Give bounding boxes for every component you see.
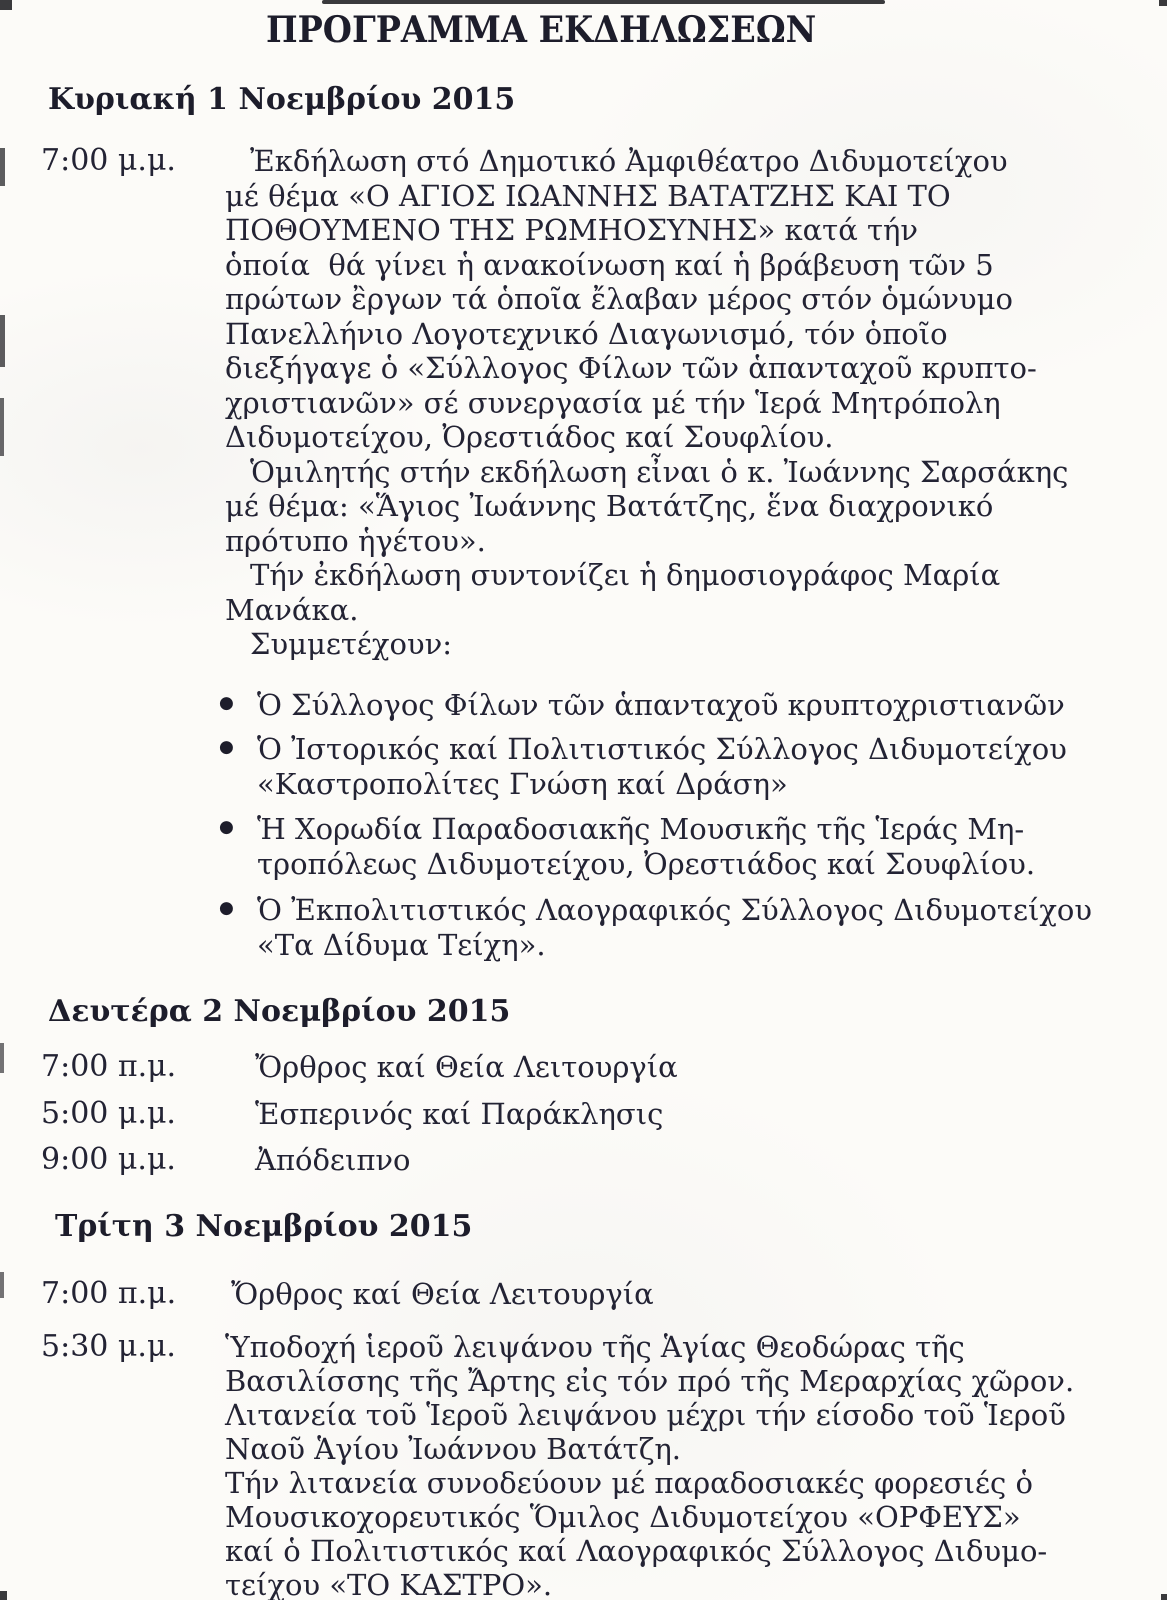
scan-artifact — [0, 398, 4, 456]
paragraph-line: Ὁμιλητής στήν εκδήλωση εἶναι ὁ κ. Ἰωάννης Σαρσάκης — [250, 454, 1069, 489]
scan-artifact — [0, 0, 12, 10]
list-item-line: Ὁ Ἰστορικός καί Πολιτιστικός Σύλλογος Διδυμοτείχου — [257, 732, 1067, 766]
paragraph-line: Μουσικοχορευτικός Ὅμιλος Διδυμοτείχου «ΟΡΦΕΥΣ» — [225, 1500, 1021, 1534]
list-item — [219, 687, 1167, 723]
paragraph-line: ὁποία θά γίνει ἡ ανακοίνωση καί ἡ βράβευση τῶν 5 — [225, 247, 994, 282]
scan-artifact — [0, 1272, 4, 1298]
bullet-icon: ● — [219, 817, 234, 837]
schedule-text: Ὄρθρος καί Θεία Λειτουργία — [255, 1050, 678, 1084]
paragraph-line: Τήν ἐκδήλωση συντονίζει ἡ δημοσιογράφος Μαρία — [250, 558, 1001, 592]
paragraph-line: πρότυπο ἡγέτου». — [225, 523, 486, 558]
list-item-line: Ἡ Χορωδία Παραδοσιακῆς Μουσικῆς τῆς Ἱεράς Μη- — [257, 812, 1025, 846]
paragraph-line: Τήν λιτανεία συνοδεύουν μέ παραδοσιακές φορεσιές ὁ — [225, 1466, 1033, 1500]
paragraph-line: διεξήγαγε ὁ «Σύλλογος Φίλων τῶν ἁπανταχοῦ κρυπτο- — [225, 351, 1037, 385]
scan-artifact — [322, 0, 885, 4]
event-time: 7:00 π.μ. — [41, 1049, 177, 1084]
schedule-text: Ἀπόδειπνο — [255, 1143, 411, 1177]
event-description — [225, 1277, 1167, 1312]
event-description — [219, 144, 1167, 962]
event-description — [225, 1050, 1167, 1085]
list-item-line: Ὁ Σύλλογος Φίλων τῶν ἁπανταχοῦ κρυπτοχριστιανῶν — [257, 687, 1065, 722]
scan-artifact — [0, 148, 5, 186]
paragraph-line: Διδυμοτείχου, Ὀρεστιάδος καί Σουφλίου. — [225, 420, 834, 454]
event-description — [225, 1143, 1167, 1178]
bullet-icon: ● — [219, 898, 234, 918]
list-item — [219, 812, 1167, 881]
participants-list — [219, 687, 1167, 963]
event-time: 7:00 μ.μ. — [41, 143, 176, 178]
scan-artifact — [0, 1591, 7, 1600]
paragraph-line: Ὑποδοχή ἱεροῦ λειψάνου τῆς Ἁγίας Θεοδώρας τῆς — [225, 1330, 965, 1364]
paragraph-line: μέ θέμα «Ο ΑΓΙΟΣ ΙΩΑΝΝΗΣ ΒΑΤΑΤΖΗΣ ΚΑΙ ΤΟ — [225, 178, 951, 213]
bullet-icon: ● — [219, 692, 234, 713]
list-item-line: «Τα Δίδυμα Τείχη». — [257, 927, 546, 962]
list-item-line: Ὁ Ἐκπολιτιστικός Λαογραφικός Σύλλογος Διδυμοτείχου — [257, 893, 1093, 927]
paragraph-line: Βασιλίσσης τῆς Ἄρτης εἰς τόν πρό τῆς Μεραρχίας χῶρον. — [225, 1364, 1075, 1398]
event-description — [225, 1330, 1167, 1600]
section-heading-sunday: Κυριακή 1 Νοεμβρίου 2015 — [48, 82, 516, 117]
paragraph-line: Ἐκδήλωση στό Δημοτικό Ἀμφιθέατρο Διδυμοτείχου — [250, 144, 1008, 178]
list-item-line: «Καστροπολίτες Γνώση καί Δράση» — [257, 766, 788, 801]
tuesday-event — [0, 1330, 1167, 1600]
paragraph-line: πρώτων ἒργων τά ὁποῖα ἔλαβαν μέρος στόν ὁμώνυμο — [225, 282, 1013, 316]
schedule-text: Ὄρθρος καί Θεία Λειτουργία — [231, 1276, 654, 1311]
paragraph-line: τείχου «ΤΟ ΚΑΣΤΡΟ». — [225, 1568, 553, 1600]
paragraph-line: Ναοῦ Ἁγίου Ἰωάννου Βατάτζη. — [225, 1432, 681, 1466]
paragraph-line: Μανάκα. — [225, 592, 359, 627]
paragraph-line: χριστιανῶν» σέ συνεργασία μέ τήν Ἱερά Μητρόπολη — [225, 385, 1001, 420]
section-heading-tuesday: Τρίτη 3 Νοεμβρίου 2015 — [55, 1208, 473, 1244]
scan-artifact — [1161, 1594, 1167, 1600]
scan-artifact — [1159, 0, 1167, 6]
schedule-row — [0, 1143, 1167, 1178]
paragraph-line: καί ὁ Πολιτιστικός καί Λαογραφικός Σύλλογος Διδυμο- — [225, 1534, 1048, 1568]
event-description — [225, 1097, 1167, 1132]
list-item-line: τροπόλεως Διδυμοτείχου, Ὀρεστιάδος καί Σουφλίου. — [257, 846, 1036, 881]
paragraph-line: ΠΟΘΟΥΜΕΝΟ ΤΗΣ ΡΩΜΗΟΣΥΝΗΣ» κατά τήν — [225, 213, 919, 247]
schedule-row — [0, 1097, 1167, 1132]
event-time: 5:30 μ.μ. — [41, 1329, 176, 1364]
event-time: 5:00 μ.μ. — [41, 1095, 176, 1131]
document-title-text: ΠΡΟΓΡΑΜΜΑ ΕΚΔΗΛΩΣΕΩΝ — [266, 9, 817, 51]
list-item — [219, 893, 1167, 962]
schedule-text: Ἑσπερινός καί Παράκλησις — [255, 1096, 664, 1131]
schedule-row — [0, 1277, 1167, 1312]
document-title — [266, 10, 1167, 50]
paragraph-line: Λιτανεία τοῦ Ἱεροῦ λειψάνου μέχρι τήν είσοδο τοῦ Ἱεροῦ — [225, 1398, 1066, 1432]
paragraph-line: Συμμετέχουν: — [250, 627, 452, 661]
paragraph-line: μέ θέμα: «Ἅγιος Ἰωάννης Βατάτζης, ἕνα διαχρονικό — [225, 489, 994, 523]
event-time: 9:00 μ.μ. — [41, 1142, 176, 1177]
paragraph-line: Πανελλήνιο Λογοτεχνικό Διαγωνισμό, τόν ὁποῖο — [225, 316, 948, 351]
event-time: 7:00 π.μ. — [41, 1275, 177, 1311]
section-heading-monday: Δευτέρα 2 Νοεμβρίου 2015 — [48, 994, 511, 1029]
scan-artifact — [0, 315, 5, 367]
sunday-event — [0, 144, 1167, 962]
scan-artifact — [0, 1043, 4, 1073]
bullet-icon: ● — [219, 737, 234, 757]
schedule-row — [0, 1050, 1167, 1085]
monday-schedule — [0, 1050, 1167, 1178]
list-item — [219, 732, 1167, 801]
